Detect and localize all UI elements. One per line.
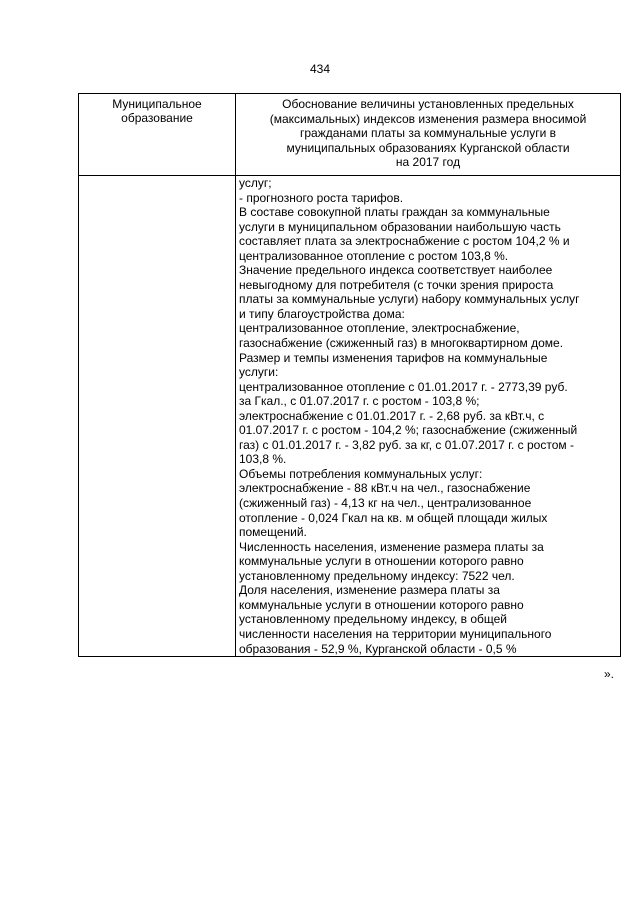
rationale-line: платы за коммунальные услуги) набору коммунальных услуг — [239, 292, 580, 307]
rationale-line: численности населения на территории муниципального — [239, 626, 552, 641]
rationale-line: централизованное отопление с ростом 103,8 %. — [239, 248, 509, 263]
rationale-line: образования - 52,9 %, Курганской области - 0,5 % — [239, 641, 517, 656]
rationale-line: коммунальные услуги в отношении которого равно — [239, 554, 524, 569]
rationale-line: (сжиженный газ) - 4,13 кг на чел., централизованное — [239, 496, 532, 511]
rationale-cell — [236, 176, 621, 657]
header-rationale-cell — [236, 94, 621, 176]
rationale-line: - прогнозного роста тарифов. — [239, 190, 404, 205]
table-row — [79, 176, 621, 657]
rationale-line: электроснабжение с 01.01.2017 г. - 2,68 руб. за кВт.ч, с — [239, 408, 545, 423]
header-municipality-line: образование — [121, 111, 193, 125]
rationale-line: услуги: — [239, 365, 279, 380]
header-rationale-line: на 2017 год — [395, 155, 461, 170]
rationale-line: Численность населения, изменение размера платы за — [239, 539, 544, 554]
rationale-line: электроснабжение - 88 кВт.ч на чел., газоснабжение — [239, 481, 531, 496]
rationale-line: за Гкал., с 01.07.2017 г. с ростом - 103,8 %; — [239, 394, 480, 409]
rationale-line: 103,8 %. — [239, 452, 287, 467]
rationale-line: В составе совокупной платы граждан за коммунальные — [239, 205, 550, 220]
rationale-line: централизованное отопление с 01.01.2017 г. - 2773,39 руб. — [239, 379, 568, 394]
tariff-rationale-table — [78, 93, 621, 657]
rationale-line: услуг; — [239, 176, 272, 190]
rationale-line: коммунальные услуги в отношении которого равно — [239, 597, 524, 612]
header-municipality-cell — [79, 94, 236, 176]
rationale-line: Объемы потребления коммунальных услуг: — [239, 466, 483, 481]
rationale-line: услуги в муниципальном образовании наибольшую часть — [239, 219, 561, 234]
rationale-line: Доля населения, изменение размера платы за — [239, 583, 500, 598]
municipality-cell — [79, 176, 236, 657]
rationale-line: газ) с 01.01.2017 г. - 3,82 руб. за кг, с 01.07.2017 г. с ростом - — [239, 437, 574, 452]
rationale-line: Размер и темпы изменения тарифов на коммунальные — [239, 350, 548, 365]
page-number: 434 — [309, 62, 331, 76]
rationale-line: отопление - 0,024 Гкал на кв. м общей площади жилых — [239, 510, 548, 525]
rationale-line: установленному предельному индексу: 7522 чел. — [239, 568, 515, 583]
rationale-line: установленному предельному индексу, в общей — [239, 612, 507, 627]
rationale-line: невыгодному для потребителя (с точки зрения прироста — [239, 277, 554, 292]
rationale-line: составляет плата за электроснабжение с ростом 104,2 % и — [239, 234, 570, 249]
table-header-row — [79, 94, 621, 176]
header-rationale-line: гражданами платы за коммунальные услуги в — [299, 126, 557, 141]
rationale-line: и типу благоустройства дома: — [239, 306, 405, 321]
closing-quote-mark: ». — [604, 667, 615, 681]
header-rationale-line: (максимальных) индексов изменения размера вносимой — [269, 111, 587, 126]
rationale-line: помещений. — [239, 525, 307, 540]
header-rationale-line: муниципальных образованиях Курганской области — [286, 140, 570, 155]
rationale-line: централизованное отопление, электроснабжение, — [239, 321, 520, 336]
header-rationale-line: Обоснование величины установленных предельных — [282, 97, 574, 111]
rationale-line: 01.07.2017 г. с ростом - 104,2 %; газоснабжение (сжиженный — [239, 423, 578, 438]
header-municipality-line: Муниципальное — [112, 97, 202, 111]
rationale-line: газоснабжение (сжиженный газ) в многоквартирном доме. — [239, 336, 564, 351]
rationale-line: Значение предельного индекса соответствует наиболее — [239, 263, 553, 278]
